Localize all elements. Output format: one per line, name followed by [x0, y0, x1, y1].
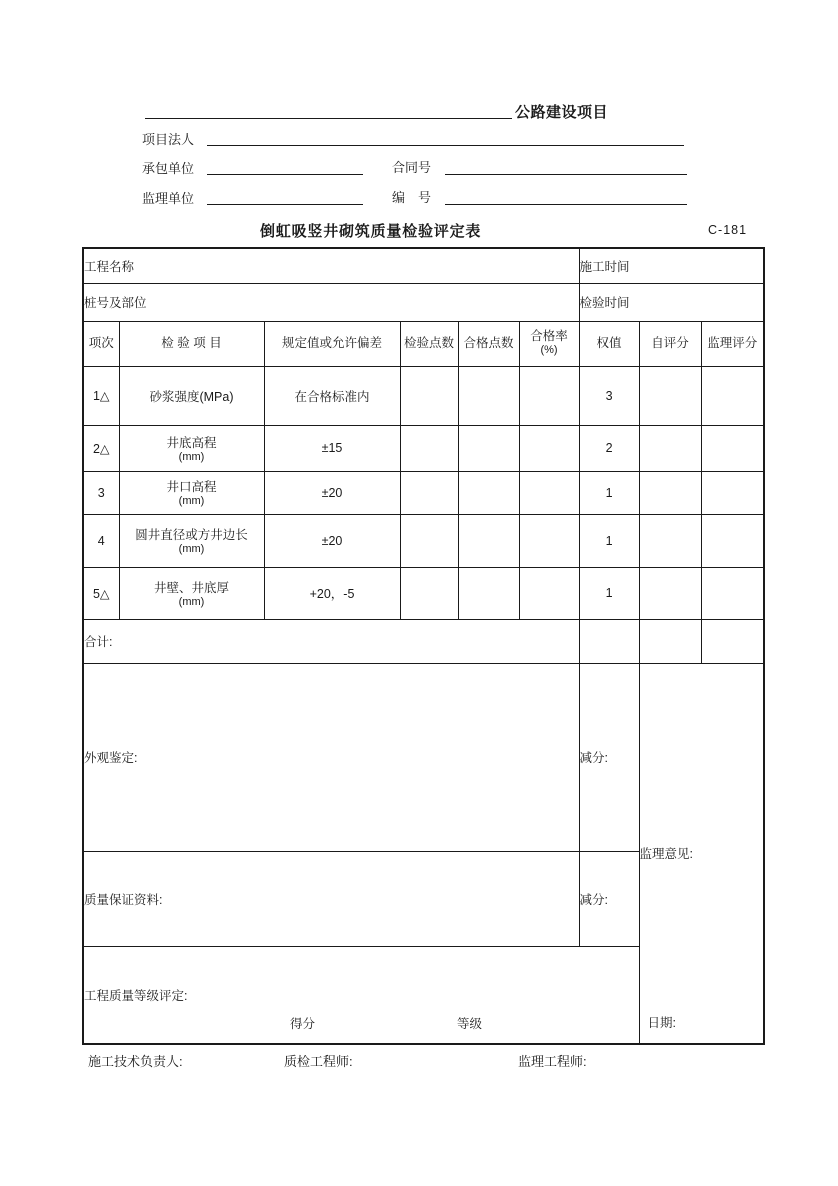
legal-person-underline	[207, 145, 684, 146]
appearance-cell: 外观鉴定:	[83, 663, 579, 851]
col-self-score: 自评分	[639, 321, 701, 366]
row-weight: 2	[579, 425, 639, 471]
table-row-2	[83, 425, 764, 471]
score-label: 得分	[290, 1017, 316, 1031]
table-row-4	[83, 514, 764, 567]
row-weight: 1	[579, 471, 639, 514]
form-code: C-181	[708, 223, 748, 237]
row-spec: ±20	[264, 471, 400, 514]
row-supervisor-score	[701, 471, 764, 514]
supervisor-opinion-cell	[639, 663, 764, 1044]
supervisor-unit-underline	[207, 204, 363, 205]
col-spec: 规定值或允许偏差	[264, 321, 400, 366]
row-item	[119, 471, 264, 514]
row-item	[119, 425, 264, 471]
row-spec: ±15	[264, 425, 400, 471]
row-weight: 1	[579, 514, 639, 567]
row-passed	[458, 366, 519, 425]
row-points	[400, 567, 458, 619]
item-name: 砂浆强度(MPa)	[149, 389, 234, 404]
project-type-underline	[145, 118, 512, 119]
row-supervisor-score	[701, 567, 764, 619]
qc-engineer-label: 质检工程师:	[284, 1054, 353, 1069]
level-label: 等级	[457, 1017, 483, 1031]
serial-no-label: 编 号	[392, 190, 432, 205]
row-weight: 3	[579, 366, 639, 425]
row-self-score	[639, 425, 701, 471]
row-no: 1△	[83, 366, 119, 425]
total-self-score-cell	[639, 619, 701, 663]
row-passed	[458, 514, 519, 567]
row-no: 2△	[83, 425, 119, 471]
table-row-1	[83, 366, 764, 425]
contractor-label: 承包单位	[142, 161, 195, 176]
row-supervisor-score	[701, 514, 764, 567]
project-type-label: 公路建设项目	[515, 104, 609, 121]
table-row-3	[83, 471, 764, 514]
item-unit: (mm)	[178, 450, 205, 463]
row-supervisor-score	[701, 425, 764, 471]
grade-label: 工程质量等级评定:	[84, 988, 188, 1003]
contract-no-underline	[445, 174, 687, 175]
inspection-table	[82, 247, 765, 1045]
row-spec: ±20	[264, 514, 400, 567]
col-passed: 合格点数	[458, 321, 519, 366]
row-supervisor-score	[701, 366, 764, 425]
serial-no-underline	[445, 204, 687, 205]
project-name-cell: 工程名称	[83, 248, 579, 283]
row-no: 3	[83, 471, 119, 514]
row-item	[119, 514, 264, 567]
row-rate	[519, 567, 579, 619]
col-rate	[519, 321, 579, 366]
row-rate	[519, 425, 579, 471]
contractor-underline	[207, 174, 363, 175]
item-name: 圆井直径或方井边长	[135, 528, 248, 543]
row-item	[119, 366, 264, 425]
row-passed	[458, 567, 519, 619]
supervisor-engineer-label: 监理工程师:	[518, 1054, 587, 1069]
item-unit: (mm)	[178, 543, 205, 556]
row-no: 4	[83, 514, 119, 567]
row-self-score	[639, 567, 701, 619]
table-row-5	[83, 567, 764, 619]
item-name: 井口高程	[166, 480, 217, 495]
row-points	[400, 471, 458, 514]
row-points	[400, 366, 458, 425]
row-rate	[519, 366, 579, 425]
total-supervisor-score-cell	[701, 619, 764, 663]
col-points: 检验点数	[400, 321, 458, 366]
date-label: 日期:	[647, 1016, 677, 1030]
row-points	[400, 514, 458, 567]
appearance-deduction-cell: 减分:	[579, 663, 639, 851]
construction-time-cell: 施工时间	[579, 248, 764, 283]
total-weight-cell	[579, 619, 639, 663]
form-title: 倒虹吸竖井砌筑质量检验评定表	[260, 223, 482, 240]
inspection-time-cell: 检验时间	[579, 283, 764, 321]
col-supervisor-score: 监理评分	[701, 321, 764, 366]
col-item: 检 验 项 目	[119, 321, 264, 366]
col-no: 项次	[83, 321, 119, 366]
col-rate-sub: (%)	[540, 344, 558, 357]
info-row-2	[83, 283, 764, 321]
legal-person-label: 项目法人	[142, 132, 195, 147]
row-weight: 1	[579, 567, 639, 619]
grade-cell	[83, 946, 639, 1044]
item-name: 井壁、井底厚	[153, 580, 229, 595]
qa-deduction-cell: 减分:	[579, 851, 639, 946]
total-label: 合计:	[83, 619, 579, 663]
item-unit: (mm)	[178, 595, 205, 608]
row-self-score	[639, 366, 701, 425]
row-points	[400, 425, 458, 471]
row-rate	[519, 514, 579, 567]
item-name: 井底高程	[166, 435, 217, 450]
row-item	[119, 567, 264, 619]
qa-cell: 质量保证资料:	[83, 851, 579, 946]
row-passed	[458, 471, 519, 514]
col-weight: 权值	[579, 321, 639, 366]
appearance-row	[83, 663, 764, 851]
contract-no-label: 合同号	[392, 160, 432, 175]
row-rate	[519, 471, 579, 514]
row-spec: 在合格标准内	[264, 366, 400, 425]
supervisor-unit-label: 监理单位	[142, 191, 195, 206]
item-unit: (mm)	[178, 495, 205, 508]
tech-lead-label: 施工技术负责人:	[88, 1054, 183, 1069]
row-passed	[458, 425, 519, 471]
row-spec: +20，-5	[264, 567, 400, 619]
col-rate-main: 合格率	[530, 329, 568, 344]
row-self-score	[639, 471, 701, 514]
supervisor-opinion-label: 监理意见:	[639, 847, 694, 862]
info-row-1	[83, 248, 764, 283]
row-self-score	[639, 514, 701, 567]
row-no: 5△	[83, 567, 119, 619]
column-header-row	[83, 321, 764, 366]
station-cell: 桩号及部位	[83, 283, 579, 321]
total-row	[83, 619, 764, 663]
